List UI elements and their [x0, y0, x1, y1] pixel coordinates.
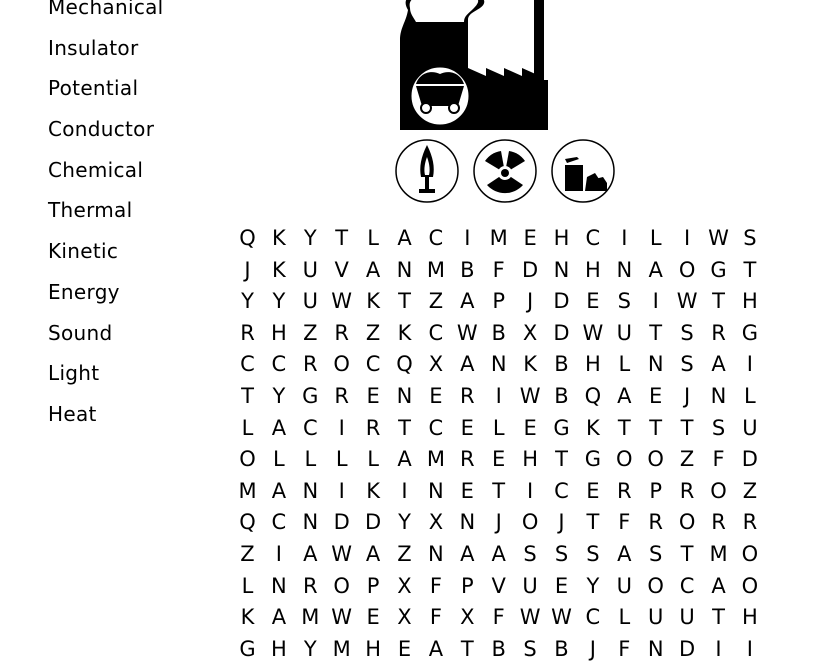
grid-letter[interactable]: T	[617, 415, 631, 440]
grid-letter[interactable]: D	[679, 636, 696, 661]
grid-letter[interactable]: K	[523, 352, 537, 377]
grid-letter[interactable]: L	[618, 605, 631, 630]
grid-letter[interactable]: K	[272, 257, 286, 282]
word-list-item: Conductor	[48, 117, 155, 142]
grid-letter[interactable]: E	[649, 384, 663, 408]
grid-letter[interactable]: C	[428, 415, 444, 440]
grid-letter[interactable]: O	[333, 352, 350, 377]
grid-letter[interactable]: H	[270, 636, 287, 661]
grid-letter[interactable]: T	[680, 415, 694, 440]
grid-letter[interactable]: R	[303, 573, 318, 598]
grid-letter[interactable]: U	[302, 257, 318, 282]
grid-letter[interactable]: W	[331, 542, 353, 566]
grid-letter[interactable]: T	[398, 289, 411, 314]
grid-letter[interactable]: N	[428, 478, 444, 503]
grid-letter[interactable]: T	[680, 542, 694, 566]
grid-letter[interactable]: N	[710, 384, 727, 408]
grid-letter[interactable]: Q	[396, 352, 413, 377]
grid-letter[interactable]: P	[492, 289, 506, 314]
grid-letter[interactable]: R	[679, 478, 695, 503]
grid-letter[interactable]: S	[554, 542, 569, 566]
grid-letter[interactable]: I	[401, 478, 408, 503]
grid-letter[interactable]: R	[303, 352, 318, 377]
grid-letter[interactable]: C	[240, 352, 255, 377]
word-list-item: Chemical	[48, 157, 144, 182]
grid-letter[interactable]: L	[367, 226, 379, 250]
grid-letter[interactable]: M	[489, 226, 508, 250]
grid-letter[interactable]: L	[649, 226, 662, 250]
grid-letter[interactable]: Y	[272, 289, 286, 314]
grid-letter[interactable]: O	[741, 573, 759, 598]
grid-letter[interactable]: U	[302, 289, 318, 314]
grid-letter[interactable]: R	[711, 510, 726, 535]
grid-letter[interactable]: F	[618, 636, 631, 661]
grid-letter[interactable]: V	[334, 257, 349, 282]
grid-letter[interactable]: S	[680, 352, 694, 377]
grid-letter[interactable]: V	[491, 573, 506, 598]
grid-letter[interactable]: J	[558, 510, 565, 535]
grid-letter[interactable]: A	[460, 289, 475, 314]
grid-letter[interactable]: Z	[240, 542, 255, 566]
grid-letter[interactable]: G	[584, 447, 602, 472]
grid-letter[interactable]: C	[428, 320, 444, 345]
word-list	[48, 0, 164, 442]
grid-letter[interactable]: G	[302, 384, 319, 408]
grid-letter[interactable]: F	[429, 573, 442, 598]
grid-letter[interactable]: Y	[303, 226, 317, 250]
factory-icon	[398, 0, 550, 132]
grid-letter[interactable]: X	[397, 605, 412, 630]
grid-letter[interactable]: L	[744, 384, 756, 408]
grid-letter[interactable]: J	[244, 257, 251, 282]
grid-letter[interactable]: T	[241, 384, 254, 408]
grid-letter[interactable]: A	[365, 542, 381, 566]
grid-letter[interactable]: A	[271, 415, 287, 440]
grid-letter[interactable]: E	[586, 289, 600, 314]
grid-letter[interactable]: M	[426, 447, 445, 472]
grid-letter[interactable]: U	[616, 320, 632, 345]
grid-letter[interactable]: A	[617, 542, 632, 566]
grid-letter[interactable]: A	[271, 478, 287, 503]
grid-letter[interactable]: S	[743, 226, 757, 250]
grid-letter[interactable]: N	[302, 510, 319, 535]
grid-letter[interactable]: E	[492, 447, 506, 472]
grid-letter[interactable]: O	[741, 542, 759, 566]
grid-letter[interactable]: R	[460, 447, 475, 472]
grid-letter[interactable]: F	[618, 510, 631, 535]
grid-letter[interactable]: N	[428, 542, 444, 566]
grid-letter[interactable]: K	[240, 605, 255, 630]
grid-letter[interactable]: M	[709, 542, 728, 566]
grid-letter[interactable]: E	[429, 384, 443, 408]
grid-letter[interactable]: O	[333, 573, 350, 598]
grid-letter[interactable]: Z	[742, 478, 758, 503]
grid-letter[interactable]: R	[617, 478, 632, 503]
grid-letter[interactable]: A	[491, 542, 506, 566]
grid-letter[interactable]: J	[495, 510, 502, 535]
grid-letter[interactable]: Y	[241, 289, 254, 314]
grid-letter[interactable]: E	[523, 226, 537, 250]
grid-letter[interactable]: L	[618, 352, 631, 377]
grid-letter[interactable]: K	[272, 226, 286, 250]
grid-letter[interactable]: F	[429, 605, 442, 630]
grid-letter[interactable]: E	[366, 384, 380, 408]
grid-letter[interactable]: U	[742, 415, 758, 440]
grid-letter[interactable]: I	[746, 352, 753, 377]
grid-letter[interactable]: E	[366, 605, 380, 630]
grid-letter[interactable]: T	[649, 415, 663, 440]
grid-letter[interactable]: L	[367, 447, 379, 472]
grid-letter[interactable]: R	[742, 510, 758, 535]
grid-letter[interactable]: W	[456, 320, 478, 345]
grid-letter[interactable]: O	[239, 447, 256, 472]
grid-letter[interactable]: J	[589, 636, 596, 661]
grid-letter[interactable]: H	[270, 320, 287, 345]
grid-letter[interactable]: A	[428, 636, 444, 661]
grid-letter[interactable]: N	[490, 352, 507, 377]
grid-letter[interactable]: D	[365, 510, 382, 535]
grid-letter[interactable]: W	[331, 289, 353, 314]
grid-letter[interactable]: O	[647, 573, 664, 598]
word-list-item: Mechanical	[48, 0, 164, 19]
grid-letter[interactable]: I	[338, 478, 345, 503]
grid-letter[interactable]: P	[649, 478, 663, 503]
grid-letter[interactable]: A	[711, 573, 726, 598]
grid-letter[interactable]: H	[553, 226, 570, 250]
grid-letter[interactable]: D	[553, 320, 570, 345]
grid-letter[interactable]: H	[741, 289, 758, 314]
grid-letter[interactable]: X	[522, 320, 538, 345]
grid-letter[interactable]: M	[238, 478, 257, 503]
grid-letter[interactable]: T	[712, 605, 725, 630]
grid-letter[interactable]: N	[647, 352, 664, 377]
word-list-item: Thermal	[48, 198, 133, 223]
grid-letter[interactable]: I	[464, 226, 471, 250]
grid-letter[interactable]: C	[365, 352, 381, 377]
grid-letter[interactable]: C	[302, 415, 318, 440]
grid-letter[interactable]: Z	[679, 447, 695, 472]
grid-letter[interactable]: J	[683, 384, 691, 408]
grid-letter[interactable]: G	[710, 257, 727, 282]
grid-letter[interactable]: I	[621, 226, 628, 250]
grid-letter[interactable]: C	[271, 510, 287, 535]
grid-letter[interactable]: K	[586, 415, 600, 440]
grid-letter[interactable]: C	[271, 352, 287, 377]
grid-letter[interactable]: I	[746, 636, 753, 661]
grid-letter[interactable]: A	[460, 352, 475, 377]
grid-letter[interactable]: N	[271, 573, 287, 598]
radiation-icon	[473, 139, 537, 203]
grid-letter[interactable]: A	[303, 542, 318, 566]
grid-letter[interactable]: M	[301, 605, 320, 630]
grid-letter[interactable]: G	[239, 636, 256, 661]
grid-letter[interactable]: I	[652, 289, 659, 314]
grid-letter[interactable]: O	[647, 447, 664, 472]
grid-letter[interactable]: R	[334, 320, 349, 345]
flame-icon	[395, 139, 459, 203]
grid-letter[interactable]: S	[586, 542, 600, 566]
grid-letter[interactable]: Q	[584, 384, 602, 408]
grid-letter[interactable]: A	[397, 447, 412, 472]
grid-letter[interactable]: A	[271, 605, 287, 630]
grid-letter[interactable]: Q	[239, 226, 256, 250]
grid-letter[interactable]: T	[460, 636, 474, 661]
grid-letter[interactable]: A	[397, 226, 412, 250]
grid-letter[interactable]: K	[397, 320, 412, 345]
grid-letter[interactable]: F	[712, 447, 725, 472]
grid-letter[interactable]: Y	[398, 510, 411, 535]
grid-letter[interactable]: T	[712, 289, 725, 314]
grid-letter[interactable]: B	[460, 257, 475, 282]
grid-letter[interactable]: O	[710, 478, 727, 503]
grid-letter[interactable]: C	[585, 605, 601, 630]
grid-letter[interactable]: B	[554, 352, 569, 377]
grid-letter[interactable]: N	[396, 257, 413, 282]
grid-letter[interactable]: D	[553, 289, 570, 314]
grid-letter[interactable]: E	[554, 573, 569, 598]
grid-letter[interactable]: R	[648, 510, 663, 535]
word-list-item: Kinetic	[48, 239, 119, 264]
grid-letter[interactable]: H	[365, 636, 381, 661]
grid-letter[interactable]: O	[678, 510, 696, 535]
grid-letter[interactable]: A	[365, 257, 381, 282]
grid-letter[interactable]: N	[553, 257, 570, 282]
word-list-item: Energy	[48, 279, 120, 304]
grid-letter[interactable]: T	[398, 415, 411, 440]
grid-letter[interactable]: L	[241, 573, 254, 598]
grid-letter[interactable]: K	[366, 478, 380, 503]
grid-letter[interactable]: R	[711, 320, 726, 345]
word-list-item: Sound	[48, 320, 113, 345]
grid-letter[interactable]: Z	[397, 542, 412, 566]
trash-icon	[551, 139, 615, 203]
grid-letter[interactable]: J	[526, 289, 534, 314]
grid-letter[interactable]: L	[241, 415, 254, 440]
grid-letter[interactable]: G	[553, 415, 570, 440]
grid-letter[interactable]: A	[617, 384, 632, 408]
grid-letter[interactable]: W	[519, 384, 541, 408]
grid-letter[interactable]: L	[492, 415, 505, 440]
grid-letter[interactable]: B	[491, 636, 506, 661]
grid-letter[interactable]: T	[335, 226, 349, 250]
grid-letter[interactable]: Z	[365, 320, 381, 345]
grid-letter[interactable]: U	[522, 573, 538, 598]
grid-letter[interactable]: D	[333, 510, 350, 535]
word-list-item: Potential	[48, 76, 139, 101]
grid-letter[interactable]: O	[616, 447, 633, 472]
grid-letter[interactable]: H	[584, 257, 601, 282]
grid-letter[interactable]: T	[649, 320, 663, 345]
grid-letter[interactable]: E	[460, 478, 474, 503]
grid-letter[interactable]: B	[554, 636, 569, 661]
grid-letter[interactable]: W	[582, 320, 604, 345]
grid-letter[interactable]: E	[523, 415, 537, 440]
grid-letter[interactable]: Y	[303, 636, 317, 661]
grid-letter[interactable]: H	[584, 352, 601, 377]
grid-letter[interactable]: S	[617, 289, 631, 314]
grid-letter[interactable]: Z	[303, 320, 318, 345]
grid-letter[interactable]: P	[366, 573, 380, 598]
grid-letter[interactable]: M	[332, 636, 351, 661]
grid-letter[interactable]: N	[396, 384, 413, 408]
grid-letter[interactable]: E	[397, 636, 412, 661]
grid-letter[interactable]: N	[616, 257, 633, 282]
grid-letter[interactable]: X	[428, 352, 444, 377]
grid-letter[interactable]: C	[428, 226, 444, 250]
grid-letter[interactable]: I	[495, 384, 502, 408]
grid-letter[interactable]: A	[648, 257, 663, 282]
grid-letter[interactable]: K	[366, 289, 380, 314]
grid-letter[interactable]: X	[397, 573, 412, 598]
grid-letter[interactable]: N	[647, 636, 664, 661]
grid-letter[interactable]: L	[304, 447, 317, 472]
grid-letter[interactable]: R	[460, 384, 475, 408]
grid-letter[interactable]: T	[555, 447, 568, 472]
grid-letter[interactable]: F	[492, 605, 505, 630]
grid-letter[interactable]: E	[586, 478, 600, 503]
word-list-item: Heat	[48, 401, 97, 426]
word-list-item: Light	[48, 361, 100, 386]
grid-letter[interactable]: T	[586, 510, 600, 535]
grid-letter[interactable]: H	[522, 447, 538, 472]
grid-letter[interactable]: W	[708, 226, 729, 250]
grid-letter[interactable]: Z	[428, 289, 444, 314]
grid-letter[interactable]: F	[492, 257, 505, 282]
grid-letter[interactable]: G	[741, 320, 759, 345]
grid-letter[interactable]: Y	[272, 384, 286, 408]
grid-letter[interactable]: I	[526, 478, 534, 503]
grid-letter[interactable]: S	[680, 320, 694, 345]
grid-letter[interactable]: M	[426, 257, 445, 282]
grid-letter[interactable]: I	[683, 226, 691, 250]
grid-letter[interactable]: S	[523, 542, 537, 566]
grid-letter[interactable]: A	[460, 542, 475, 566]
grid-letter[interactable]: W	[676, 289, 698, 314]
grid-letter[interactable]: H	[741, 605, 758, 630]
word-list-item: Insulator	[48, 35, 139, 60]
grid-letter[interactable]: T	[743, 257, 757, 282]
grid-letter[interactable]: A	[711, 352, 726, 377]
grid-letter[interactable]: S	[649, 542, 663, 566]
grid-letter[interactable]: O	[678, 257, 696, 282]
grid-letter[interactable]: C	[554, 478, 569, 503]
grid-letter[interactable]: S	[523, 636, 537, 661]
grid-letter[interactable]: R	[240, 320, 255, 345]
grid-letter[interactable]: R	[334, 384, 349, 408]
grid-letter[interactable]: I	[338, 415, 345, 440]
grid-letter[interactable]: C	[679, 573, 695, 598]
grid-letter[interactable]: Y	[586, 573, 600, 598]
grid-letter[interactable]: D	[522, 257, 539, 282]
grid-letter[interactable]: N	[459, 510, 476, 535]
grid-letter[interactable]: I	[275, 542, 282, 566]
grid-letter[interactable]: U	[648, 605, 664, 630]
grid-letter[interactable]: W	[331, 605, 353, 630]
grid-letter[interactable]: U	[616, 573, 632, 598]
grid-letter[interactable]: P	[460, 573, 474, 598]
grid-letter[interactable]: D	[741, 447, 758, 472]
grid-letter[interactable]: O	[521, 510, 539, 535]
grid-letter[interactable]: E	[460, 415, 474, 440]
grid-letter[interactable]: L	[335, 447, 348, 472]
grid-letter[interactable]: W	[519, 605, 541, 630]
grid-letter[interactable]: N	[302, 478, 319, 503]
grid-letter[interactable]: C	[585, 226, 601, 250]
grid-letter[interactable]: S	[711, 415, 726, 440]
grid-letter[interactable]: X	[428, 510, 444, 535]
grid-letter[interactable]: U	[679, 605, 695, 630]
grid-letter[interactable]: B	[554, 384, 569, 408]
grid-letter[interactable]: X	[460, 605, 475, 630]
grid-letter[interactable]: B	[491, 320, 506, 345]
grid-letter[interactable]: W	[551, 605, 572, 630]
grid-letter[interactable]: Q	[239, 510, 256, 535]
grid-letter[interactable]: R	[365, 415, 381, 440]
grid-letter[interactable]: T	[492, 478, 506, 503]
grid-letter[interactable]: I	[715, 636, 722, 661]
grid-letter[interactable]: L	[273, 447, 285, 472]
